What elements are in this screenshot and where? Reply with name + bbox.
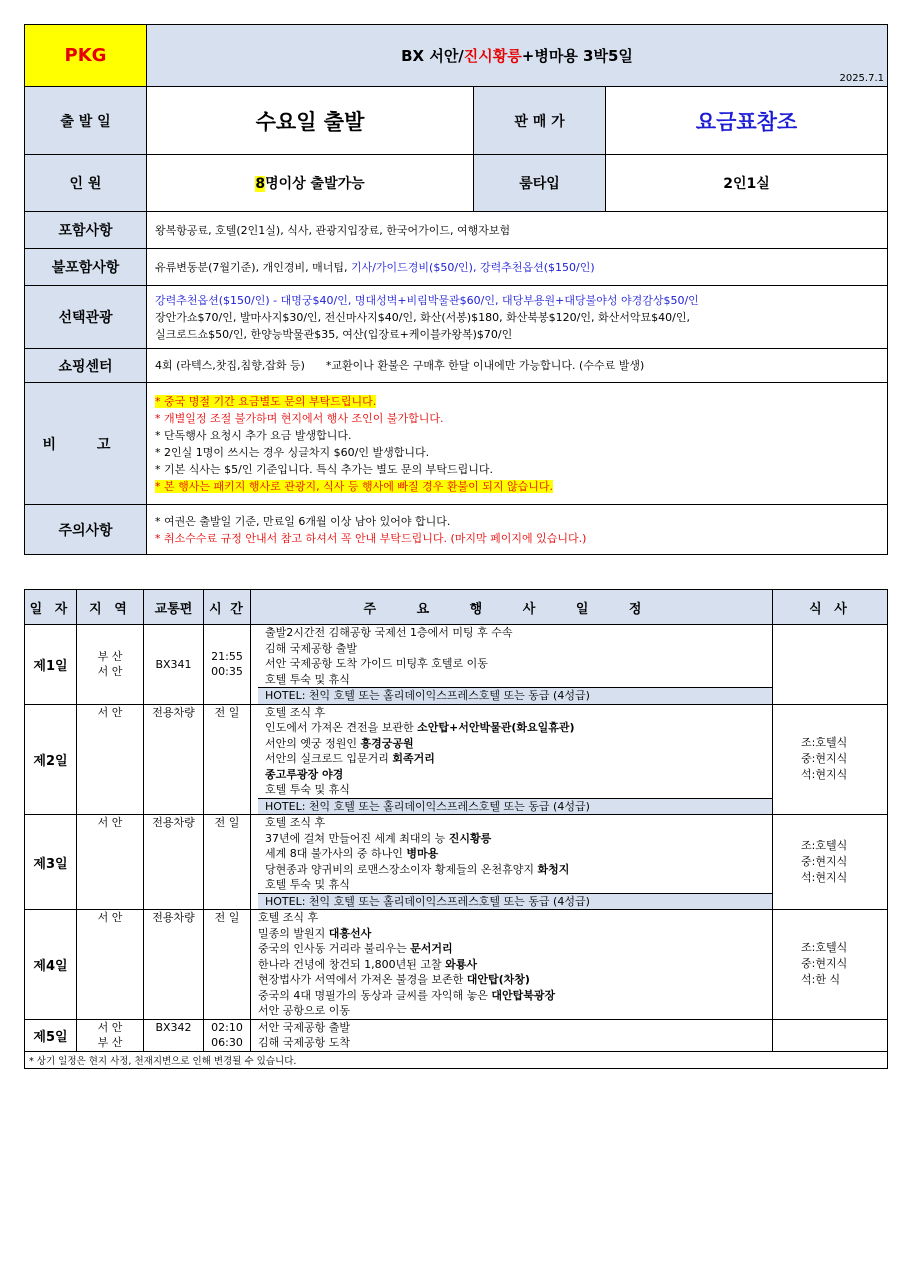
day-1-region — [77, 625, 144, 705]
day-3-label: 제3일 — [25, 815, 77, 910]
day-5-activities — [251, 1019, 773, 1051]
col-header-day: 일 자 — [25, 590, 77, 625]
room-label: 룸타입 — [474, 155, 606, 212]
day-2-activities — [251, 704, 773, 815]
day-1-label: 제1일 — [25, 625, 77, 705]
day-2-meal — [773, 704, 888, 815]
table-row — [25, 704, 888, 815]
meal-dinner: 석:현지식 — [801, 871, 848, 884]
day-1-meal — [773, 625, 888, 705]
meal-dinner: 석:한 식 — [801, 973, 841, 987]
activity-text: 인도에서 가져온 견전을 보관한 — [265, 721, 418, 734]
activity-text: 37년에 걸쳐 만들어진 세계 최대의 능 — [265, 831, 449, 845]
activity-highlight: 소안탑+서안박물관(화요일휴관) — [417, 721, 575, 734]
activity-line — [258, 972, 772, 988]
table-row — [25, 1051, 888, 1068]
col-header-region: 지 역 — [77, 590, 144, 625]
time-value: 06:30 — [211, 1036, 243, 1049]
schedule-footnote: * 상기 일정은 현지 사정, 천재지변으로 인해 변경될 수 있습니다. — [25, 1051, 888, 1068]
day-3-meal — [773, 815, 888, 910]
caution-line-1: * 여권은 출발일 기준, 만료일 6개월 이상 남아 있어야 합니다. — [155, 514, 451, 528]
meal-breakfast: 조:호텔식 — [801, 839, 848, 852]
activity-highlight: 대흥선사 — [328, 926, 372, 940]
issue-date: 2025.7.1 — [839, 73, 884, 84]
activity-highlight: 와룡사 — [445, 957, 478, 971]
day-2-region: 서 안 — [77, 704, 144, 815]
day-2-label: 제2일 — [25, 704, 77, 815]
activity-line: 김해 국제공항 출발 — [265, 641, 358, 655]
people-value-rest: 명이상 출발가능 — [265, 176, 365, 192]
options-line-1: 강력추천옵션($150/인) - 대명궁$40/인, 명대성벽+비림박물관$60/인, 대당부용원+대당불야성 야경감상$50/인 — [155, 293, 699, 307]
day-4-label: 제4일 — [25, 910, 77, 1020]
included-text: 왕복항공료, 호텔(2인1실), 식사, 관광지입장료, 한국어가이드, 여행자보험 — [147, 212, 888, 249]
day-3-activities — [251, 815, 773, 910]
remarks-label: 비 고 — [25, 383, 147, 505]
activity-text: 밀종의 발원지 — [258, 926, 329, 940]
day-5-meal — [773, 1019, 888, 1051]
activity-highlight: 종고루광장 야경 — [265, 767, 344, 781]
activity-text: 서안의 실크로드 입문거리 — [265, 752, 393, 765]
activity-text: 중국의 4대 명필가의 동상과 글씨를 자익해 놓은 — [258, 988, 492, 1002]
activity-line — [258, 831, 772, 847]
time-value: 00:35 — [211, 665, 243, 679]
day-1-time — [204, 625, 251, 705]
hotel-info: HOTEL: 천익 호텔 또는 홀리데이익스프레스호텔 또는 동급 (4성급) — [258, 798, 772, 815]
activity-highlight: 병마용 — [406, 847, 439, 860]
day-5-transport: BX342 — [144, 1019, 204, 1051]
table-row — [25, 1019, 888, 1051]
day-4-activities — [251, 910, 773, 1020]
excluded-label: 불포함사항 — [25, 249, 147, 286]
price-value: 요금표참조 — [606, 87, 888, 155]
day-3-transport: 전용차량 — [144, 815, 204, 910]
options-line-3: 실크로드쇼$50/인, 한양능박물관$35, 여산(입장료+케이블카왕복)$70/인 — [155, 327, 513, 341]
activity-highlight: 대안탑북광장 — [491, 988, 556, 1002]
tour-title-post: +병마용 3박5일 — [521, 47, 633, 65]
activity-line: 호텔 투숙 및 휴식 — [265, 672, 350, 686]
options-text — [147, 286, 888, 349]
activity-text: 한나라 건녕에 창건되 1,800년된 고찰 — [258, 957, 446, 971]
activity-line: 호텔 투숙 및 휴식 — [265, 783, 350, 796]
activity-highlight: 회족거리 — [392, 752, 435, 765]
activity-line: 서안 국제공항 도착 가이드 미팅후 호텔로 이동 — [265, 657, 488, 670]
remark-line-6: * 본 행사는 패키지 행사로 관광지, 식사 등 행사에 빠질 경우 환불이 되지 않습니다. — [155, 479, 553, 493]
remark-line-2: * 개별일정 조절 불가하며 현지에서 행사 조인이 불가합니다. — [155, 411, 444, 425]
departure-label: 출 발 일 — [25, 87, 147, 155]
activity-line: 호텔 조식 후 — [258, 911, 319, 924]
day-2-time: 전 일 — [204, 704, 251, 815]
activity-text: 현장법사가 서역에서 가져온 불경을 보존한 — [258, 973, 467, 986]
activity-text: 당현종과 양귀비의 로맨스장소이자 황제들의 온천휴양지 — [265, 862, 538, 876]
remark-line-5: * 기본 식사는 $5/인 기준입니다. 특식 추가는 별도 문의 부탁드립니다. — [155, 462, 493, 476]
caution-text — [147, 505, 888, 555]
activity-line: 서안 공항으로 이동 — [258, 1004, 351, 1017]
day-4-transport: 전용차량 — [144, 910, 204, 1020]
activity-line: 호텔 조식 후 — [265, 816, 326, 829]
day-1-transport: BX341 — [144, 625, 204, 705]
col-header-transport: 교통편 — [144, 590, 204, 625]
tour-title-red: 진시황릉 — [463, 47, 522, 65]
departure-value: 수요일 출발 — [147, 87, 474, 155]
day-1-activities — [251, 625, 773, 705]
activity-line: 김해 국제공항 도착 — [258, 1036, 351, 1049]
time-value: 02:10 — [211, 1020, 243, 1034]
meal-lunch: 중:현지식 — [801, 957, 848, 971]
excluded-text-main: 유류변동분(7월기준), 개인경비, 매너팁, — [155, 260, 351, 274]
activity-line — [258, 988, 772, 1004]
options-line-2: 장안가쇼$70/인, 발마사지$30/인, 전신마사지$40/인, 화산(서봉)$180, 화산북봉$120/인, 화산서악묘$40/인, — [155, 310, 690, 324]
activity-line: 출발2시간전 김해공항 국제선 1층에서 미팅 후 수속 — [265, 626, 513, 639]
hotel-info: HOTEL: 천익 호텔 또는 홀리데이익스프레스호텔 또는 동급 (4성급) — [258, 893, 772, 910]
day-5-region — [77, 1019, 144, 1051]
region-name: 서 안 — [97, 665, 123, 679]
remarks-text — [147, 383, 888, 505]
activity-text: 세계 8대 불가사의 중 하나인 — [265, 847, 407, 860]
activity-line — [258, 941, 772, 957]
activity-line — [258, 862, 772, 878]
caution-label: 주의사항 — [25, 505, 147, 555]
pkg-badge: PKG — [25, 25, 147, 87]
itinerary-table — [24, 589, 888, 1069]
meal-breakfast: 조:호텔식 — [801, 941, 848, 955]
hotel-info: HOTEL: 천익 호텔 또는 홀리데이익스프레스호텔 또는 동급 (4성급) — [258, 687, 772, 704]
shopping-text: 4회 (라텍스,찻집,침향,잡화 등) *교환이나 환불은 구매후 한달 이내에만 가능합니다. (수수료 발생) — [147, 349, 888, 383]
activity-highlight: 진시황릉 — [448, 831, 492, 845]
package-info-table — [24, 24, 888, 555]
day-5-label: 제5일 — [25, 1019, 77, 1051]
day-4-meal — [773, 910, 888, 1020]
table-row — [25, 625, 888, 705]
shopping-label: 쇼핑센터 — [25, 349, 147, 383]
excluded-text-blue: 기사/가이드경비($50/인), 강력추천옵션($150/인) — [350, 260, 595, 274]
region-name: 서 안 — [97, 1020, 123, 1034]
day-4-region: 서 안 — [77, 910, 144, 1020]
tour-title — [147, 25, 888, 87]
activity-highlight: 문서거리 — [410, 942, 453, 955]
activity-line — [258, 957, 772, 973]
day-2-transport: 전용차량 — [144, 704, 204, 815]
activity-line — [258, 720, 772, 736]
room-value: 2인1실 — [606, 155, 888, 212]
activity-highlight: 화청지 — [537, 862, 570, 876]
activity-line: 서안 국제공항 출발 — [258, 1020, 351, 1034]
people-min-count: 8 — [255, 176, 266, 192]
col-header-schedule: 주 요 행 사 일 정 — [251, 590, 773, 625]
options-label: 선택관광 — [25, 286, 147, 349]
day-3-time: 전 일 — [204, 815, 251, 910]
meal-lunch: 중:현지식 — [801, 752, 848, 766]
tour-title-pre: BX 서안/ — [401, 47, 464, 65]
people-value — [147, 155, 474, 212]
day-5-time — [204, 1019, 251, 1051]
activity-line — [258, 736, 772, 752]
activity-line — [258, 846, 772, 862]
remark-line-4: * 2인실 1명이 쓰시는 경우 싱글차지 $60/인 발생합니다. — [155, 445, 430, 459]
people-label: 인 원 — [25, 155, 147, 212]
activity-highlight: 흥경궁공원 — [360, 736, 414, 750]
day-3-region: 서 안 — [77, 815, 144, 910]
day-4-time: 전 일 — [204, 910, 251, 1020]
activity-line: 호텔 조식 후 — [265, 705, 326, 719]
table-row — [25, 815, 888, 910]
activity-line — [258, 926, 772, 942]
activity-line: 호텔 투숙 및 휴식 — [265, 878, 350, 891]
meal-dinner: 석:현지식 — [801, 768, 848, 782]
activity-text: 중국의 인사동 거리라 불리우는 — [258, 942, 411, 955]
activity-text: 서안의 옛궁 정원인 — [265, 736, 361, 750]
activity-line — [258, 751, 772, 767]
meal-lunch: 중:현지식 — [801, 855, 848, 868]
meal-breakfast: 조:호텔식 — [801, 736, 848, 750]
remark-line-1: * 중국 명절 기간 요금별도 문의 부탁드립니다. — [155, 394, 377, 408]
included-label: 포함사항 — [25, 212, 147, 249]
table-row — [25, 910, 888, 1020]
excluded-text — [147, 249, 888, 286]
activity-highlight: 대안탑(차창) — [466, 973, 530, 986]
region-name: 부 산 — [97, 1036, 123, 1049]
region-name: 부 산 — [97, 649, 123, 663]
activity-line — [258, 767, 772, 783]
price-label: 판 매 가 — [474, 87, 606, 155]
col-header-time: 시 간 — [204, 590, 251, 625]
col-header-meal: 식 사 — [773, 590, 888, 625]
caution-line-2: * 취소수수료 규정 안내서 참고 하셔서 꼭 안내 부탁드립니다. (마지막 페이지에 있습니다.) — [155, 531, 587, 545]
time-value: 21:55 — [211, 649, 243, 663]
remark-line-3: * 단독행사 요청시 추가 요금 발생합니다. — [155, 428, 352, 442]
